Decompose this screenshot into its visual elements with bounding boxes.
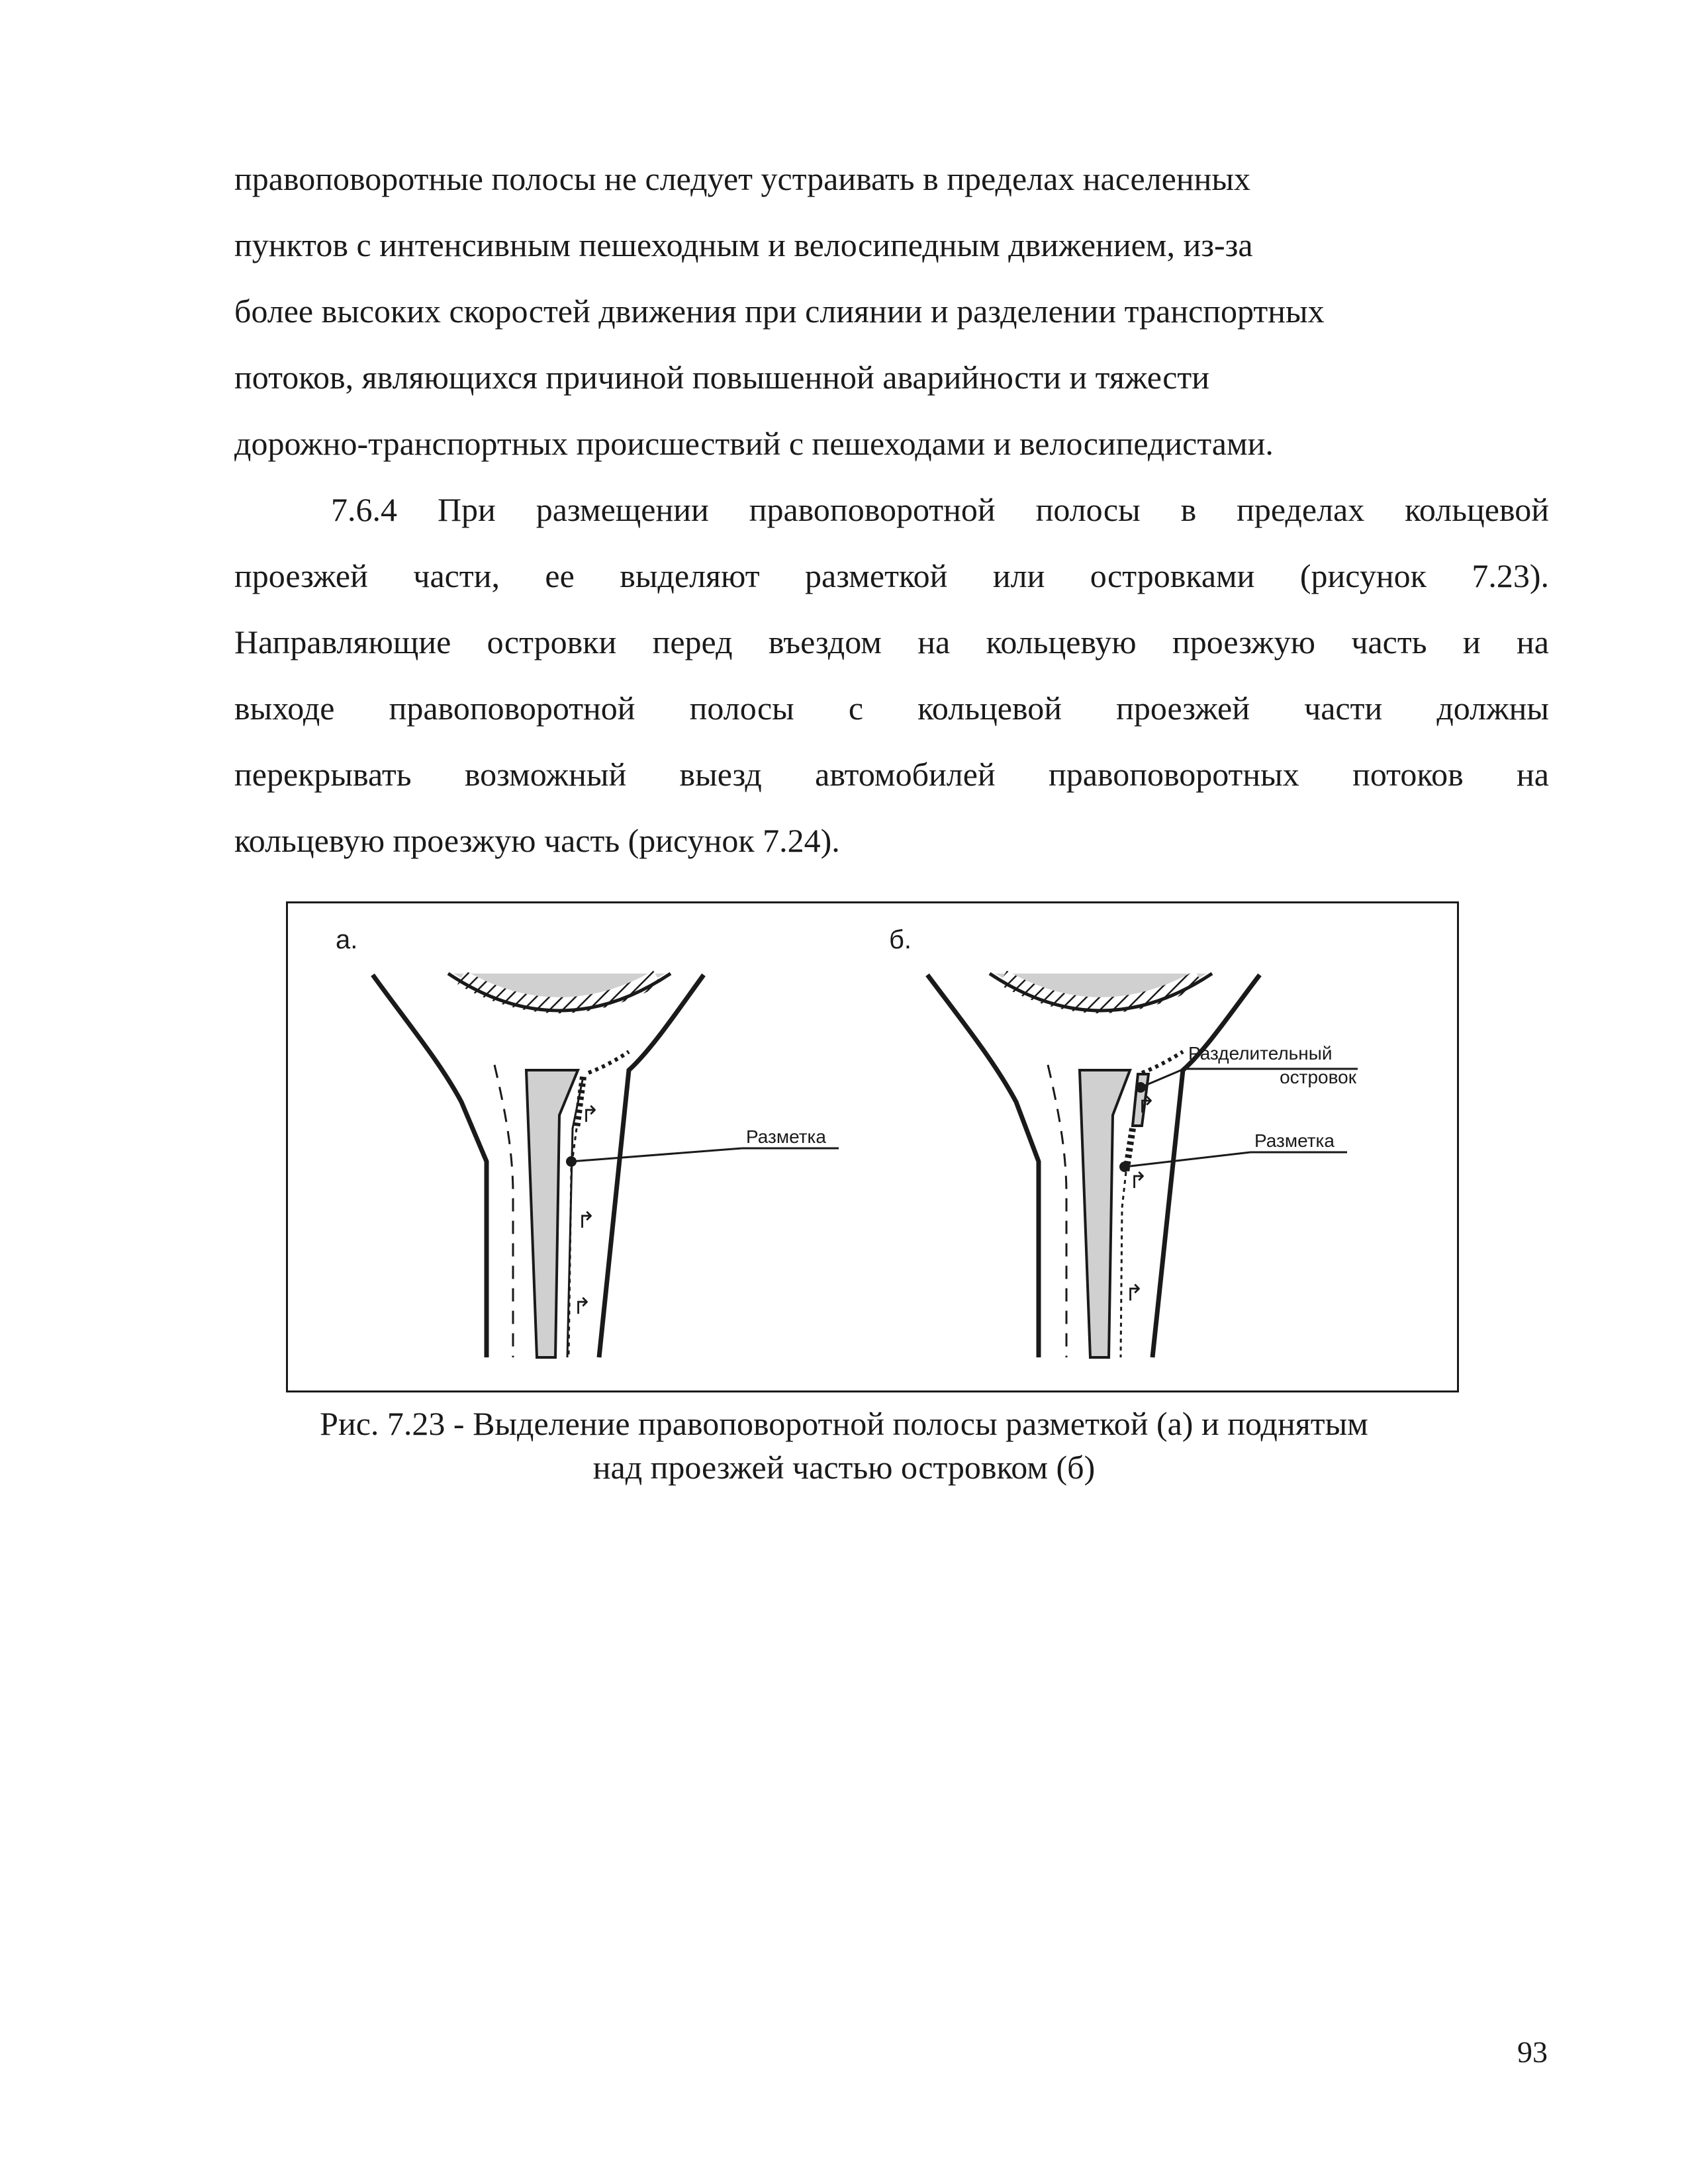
road-edge-left [927, 975, 1039, 1357]
road-edge-right [599, 975, 704, 1357]
paragraph-line: дорожно-транспортных происшествий с пешеходами и велосипедистами. [234, 425, 1274, 462]
panel-b-label: б. [889, 925, 912, 954]
lane-arrow-icon: ↱ [577, 1208, 596, 1233]
lane-dash-left [1048, 1065, 1066, 1357]
figure-caption-line2: над проезжей частью островком (б) [592, 1449, 1096, 1486]
paragraph-line: потоков, являющихся причиной повышенной аварийности и тяжести [234, 359, 1209, 396]
paragraph-line: кольцевую проезжую часть (рисунок 7.24). [234, 822, 840, 859]
callout-label-island: Разделительный [1188, 1043, 1333, 1064]
paragraph-line: правоповоротные полосы не следует устраивать в пределах населенных [234, 160, 1250, 197]
paragraph-line: более высоких скоростей движения при слиянии и разделении транспортных [234, 293, 1325, 330]
figure-caption-line1: Рис. 7.23 - Выделение правоповоротной полосы разметкой (а) и поднятым [320, 1405, 1368, 1442]
callout-label-island-2: островок [1280, 1067, 1356, 1087]
lane-arrow-icon: ↱ [1125, 1281, 1144, 1306]
lane-dash-left [494, 1065, 513, 1357]
callout-label-marking: Разметка [746, 1126, 826, 1147]
page-number: 93 [1517, 2035, 1548, 2069]
lane-arrow-icon: ↱ [1137, 1093, 1156, 1118]
lane-arrow-icon: ↱ [1129, 1168, 1148, 1193]
figure-7-23 [286, 901, 1459, 1392]
give-way-line [588, 1052, 629, 1073]
callout-label-marking: Разметка [1254, 1130, 1335, 1151]
lane-arrow-icon: ↱ [573, 1294, 592, 1319]
callout-leader [1125, 1152, 1250, 1167]
paragraph-line: проезжей части, ее выделяют разметкой или островками (рисунок 7.23). [234, 557, 1549, 594]
marking-line-thin [1121, 1172, 1126, 1357]
callout-leader [571, 1148, 742, 1161]
panel-b [889, 925, 1358, 1357]
give-way-line [1142, 1052, 1183, 1073]
paragraph-line: Направляющие островки перед въездом на кольцевую проезжую часть и на [234, 623, 1549, 660]
paragraph-line: пунктов с интенсивным пешеходным и велосипедным движением, из-за [234, 226, 1253, 263]
lane-arrow-icon: ↱ [581, 1102, 600, 1127]
road-edge-left [373, 975, 487, 1357]
paragraph-line: выходе правоповоротной полосы с кольцевой проезжей части должны [234, 690, 1549, 727]
figure-drawing [288, 903, 1457, 1390]
road-edge-right [1152, 975, 1260, 1357]
paragraph-line: перекрывать возможный выезд автомобилей правоповоротных потоков на [234, 756, 1549, 793]
panel-a [336, 925, 839, 1357]
panel-a-label: а. [336, 925, 358, 954]
paragraph-line: 7.6.4 При размещении правоповоротной полосы в пределах кольцевой [331, 491, 1549, 528]
